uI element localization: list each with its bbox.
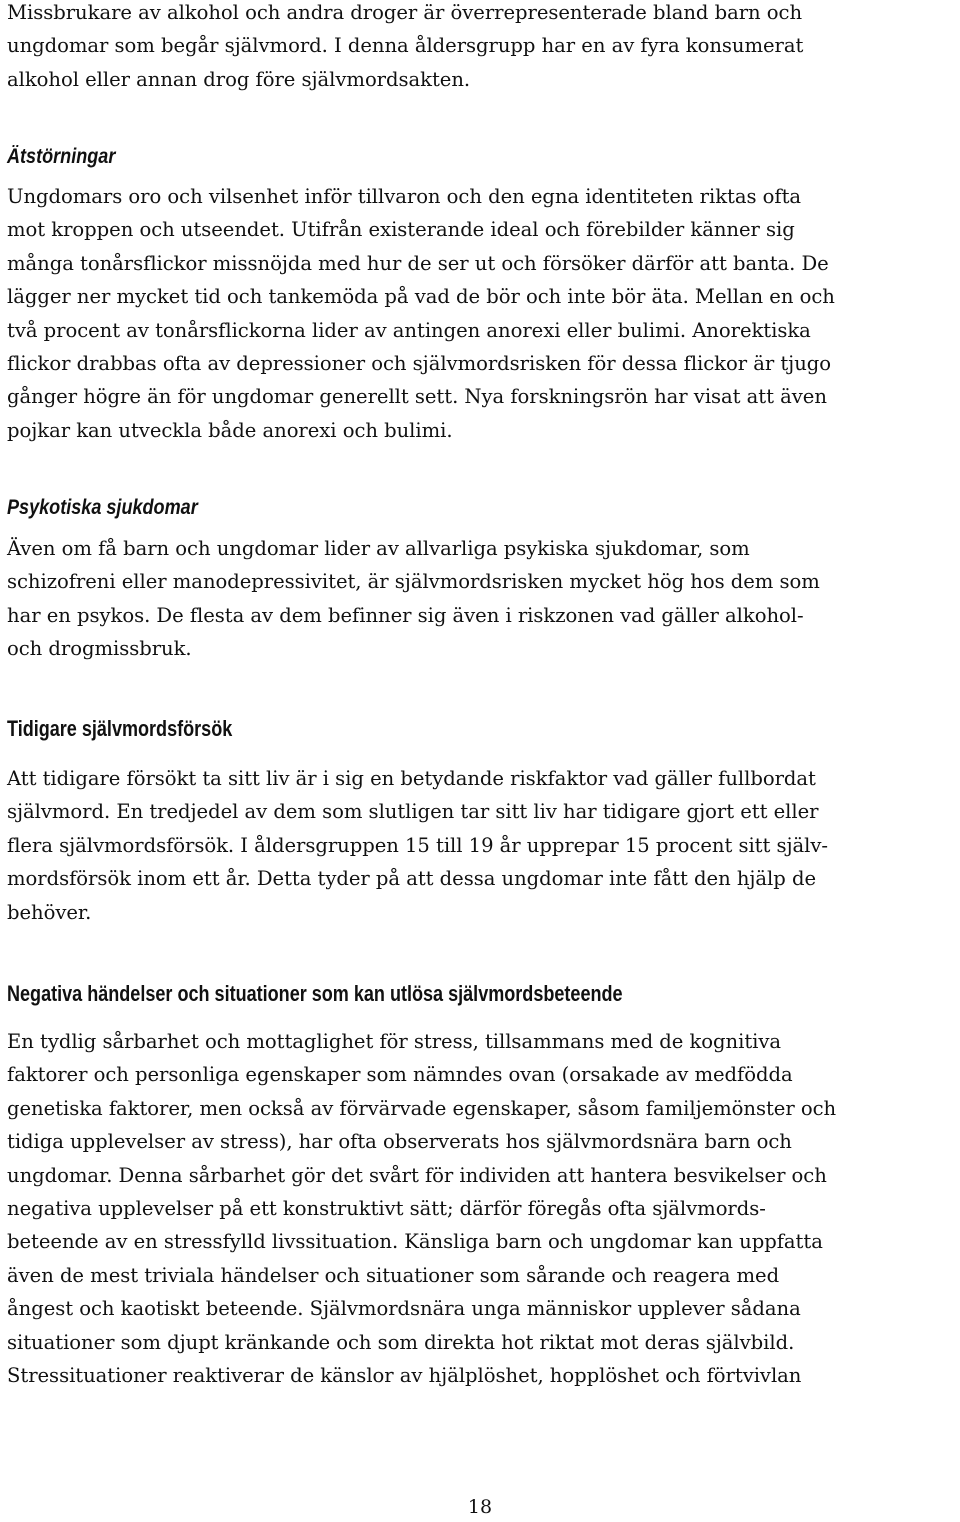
section-heading-psykotiska-sjukdomar: Psykotiska sjukdomar	[7, 496, 198, 519]
section-heading-tidigare-forsok: Tidigare självmordsförsök	[7, 716, 233, 741]
section-body-atstorningar: Ungdomars oro och vilsenhet inför tillvaron och den egna identiteten riktas ofta mot kroppen och utseendet. Utifrån existerande ideal och förebilder känner sig många tonårsflickor missnöjda med hur de ser ut och försöker därför att banta. De lägger ner mycket tid och tankemöda på vad de bör och inte bör äta. Mellan en och två procent av tonårsflickorna lider av antingen anorexi eller bulimi. Anorektiska flickor drabbas ofta av depressioner och självmordsrisken för dessa flickor är tjugo gånger högre än för ungdomar generellt sett. Nya forskningsrön har visat att även pojkar kan utveckla både anorexi och bulimi.	[7, 185, 835, 442]
section-heading-negativa-handelser: Negativa händelser och situationer som kan utlösa självmordsbeteende	[7, 981, 623, 1006]
page-number: 18	[467, 1496, 493, 1518]
section-body-negativa-handelser: En tydlig sårbarhet och mottaglighet för stress, tillsammans med de kognitiva faktorer och personliga egenskaper som nämndes ovan (orsakade av medfödda genetiska faktorer, men också av förvärvade egenskaper, såsom familjemönster och tidiga upplevelser av stress), har ofta observerats hos självmordsnära barn och ungdomar. Denna sårbarhet gör det svårt för individen att hantera besvikelser och negativa upplevelser på ett konstruktivt sätt; därför föregås ofta självmords- beteende av en stressfylld livssituation. Känsliga barn och ungdomar kan uppfatta även de mest triviala händelser och situationer som sårande och reagera med ångest och kaotiskt beteende. Självmordsnära unga människor upplever sådana situationer som djupt kränkande och som direkta hot riktat mot deras självbild. Stressituationer reaktiverar de känslor av hjälplöshet, hopplöshet och förtvivlan	[7, 1030, 837, 1388]
intro-paragraph: Missbrukare av alkohol och andra droger är överrepresenterade bland barn och ungdomar som begår självmord. I denna åldersgrupp har en av fyra konsumerat alkohol eller annan drog före självmordsakten.	[7, 1, 804, 91]
section-body-tidigare-forsok: Att tidigare försökt ta sitt liv är i sig en betydande riskfaktor vad gäller fullbordat självmord. En tredjedel av dem som slutligen tar sitt liv har tidigare gjort ett eller flera självmordsförsök. I åldersgruppen 15 till 19 år upprepar 15 procent sitt själv- mordsförsök inom ett år. Detta tyder på att dessa ungdomar inte fått den hjälp de behöver.	[7, 767, 828, 924]
section-body-psykotiska-sjukdomar: Även om få barn och ungdomar lider av allvarliga psykiska sjukdomar, som schizofreni eller manodepressivitet, är självmordsrisken mycket hög hos dem som har en psykos. De flesta av dem befinner sig även i riskzonen vad gäller alkohol- och drogmissbruk.	[7, 537, 820, 661]
section-heading-atstorningar: Ätstörningar	[7, 145, 116, 168]
